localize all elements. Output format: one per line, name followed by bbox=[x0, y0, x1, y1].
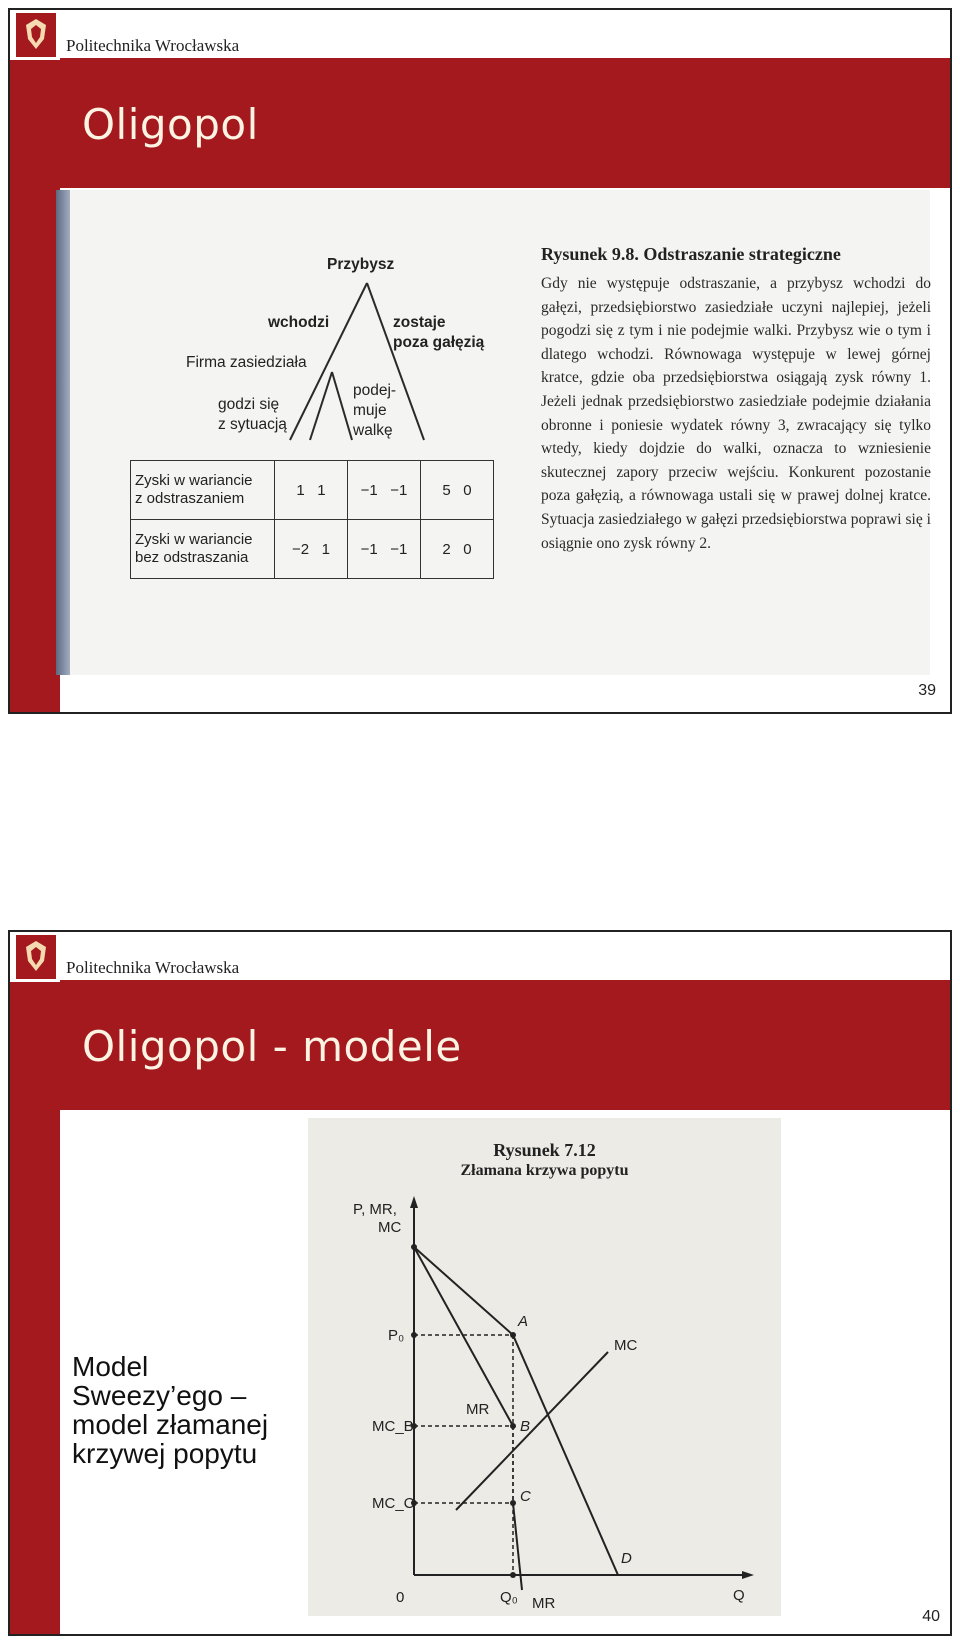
scan-binding-edge bbox=[56, 190, 70, 675]
tree-sub-right-label-3: walkę bbox=[353, 422, 393, 439]
label-q0: Q₀ bbox=[500, 1589, 518, 1606]
y-axis-label-1: P, MR, bbox=[353, 1201, 397, 1218]
tree-sub-left-label-2: z sytuacją bbox=[218, 416, 287, 433]
label-p0: P₀ bbox=[388, 1327, 405, 1344]
mc-curve bbox=[456, 1352, 608, 1510]
payoff-cell: 5 0 bbox=[421, 461, 494, 520]
table-row bbox=[131, 461, 494, 520]
slide-title: Oligopol - modele bbox=[82, 1022, 462, 1071]
tree-left-branch-label: wchodzi bbox=[268, 314, 330, 331]
label-point-c: C bbox=[520, 1488, 531, 1505]
demand-curve-lower bbox=[513, 1335, 618, 1575]
label-mcb: MC_B bbox=[372, 1418, 414, 1435]
point-a bbox=[510, 1332, 516, 1338]
university-name: Politechnika Wrocławska bbox=[66, 958, 240, 977]
payoff-cell: −1 −1 bbox=[348, 520, 421, 579]
point-c bbox=[510, 1500, 516, 1506]
label-mcc: MC_C bbox=[372, 1495, 415, 1512]
origin-label: 0 bbox=[396, 1589, 405, 1606]
body-line: Sweezy’ego – bbox=[72, 1380, 247, 1411]
point-b bbox=[510, 1423, 516, 1429]
y-axis-arrow-icon bbox=[410, 1196, 418, 1208]
x-axis-arrow-icon bbox=[742, 1571, 754, 1579]
intercept-point bbox=[411, 1244, 417, 1250]
figure-title: Rysunek 9.8. Odstraszanie strategiczne bbox=[541, 244, 841, 264]
label-point-b: B bbox=[520, 1418, 531, 1435]
row-label: Zyski w wariancie bez odstraszania bbox=[131, 520, 275, 579]
demand-curve-upper bbox=[414, 1247, 513, 1335]
body-line: krzywej popytu bbox=[72, 1438, 258, 1469]
tick-p0 bbox=[411, 1332, 417, 1338]
page-number: 40 bbox=[922, 1608, 940, 1625]
tree-right-branch-label-2: poza gałęzią bbox=[393, 334, 485, 351]
title-band bbox=[60, 980, 950, 1110]
tree-root-label: Przybysz bbox=[327, 256, 395, 273]
university-logo-icon bbox=[16, 13, 56, 57]
payoff-cell: 1 1 bbox=[275, 461, 348, 520]
y-axis-label-2: MC bbox=[378, 1219, 402, 1236]
label-mr-upper: MR bbox=[466, 1401, 490, 1418]
figure-number: Rysunek 7.12 bbox=[493, 1140, 596, 1160]
label-mc-curve: MC bbox=[614, 1337, 638, 1354]
body-line: Model bbox=[72, 1351, 149, 1382]
table-row bbox=[131, 520, 494, 579]
payoff-cell: −1 −1 bbox=[348, 461, 421, 520]
x-axis-label: Q bbox=[733, 1587, 745, 1604]
figure-title: Złamana krzywa popytu bbox=[460, 1162, 629, 1179]
body-line: model złamanej bbox=[72, 1409, 269, 1440]
university-logo-icon bbox=[16, 935, 56, 979]
page-number: 39 bbox=[918, 682, 936, 699]
slide-body-text bbox=[72, 1352, 268, 1468]
tree-right-branch-label-1: zostaje bbox=[393, 314, 446, 331]
left-accent-bar bbox=[10, 60, 60, 712]
tree-sub-right-label-1: podej- bbox=[353, 382, 397, 399]
slide-title: Oligopol bbox=[82, 100, 259, 149]
figure-caption: Gdy nie występuje odstraszanie, a przybysz wchodzi do gałęzi, przedsiębiorstwo zasiedziałe uczyni najlepiej, jeżeli pogodzi się z tym i nie podejmie walki. Przybysz wie o tym i dlatego wchodzi. Równowaga występuje w lewej górnej kratce, gdzie oba przedsiębiorstwa osiągają zysk równy 1. Jeżeli jednak przedsiębiorstwo zasiedziałe podejmie działania obronne i poniesie wydatek równy 3, zwracający się tylko wtedy, kiedy dojdzie do walki, oznacza to wzniesienie skutecznej zapory przeciw wejściu. Konkurent pozostanie poza gałęzią, a równowaga ustali się w prawej dolnej kratce. Sytuacja zasiedziałego w gałęzi przedsiębiorstwa poprawi się i osiągnie ono zysk równy 2. bbox=[541, 275, 931, 552]
label-point-a: A bbox=[518, 1313, 529, 1330]
label-point-d: D bbox=[621, 1550, 632, 1567]
mr-curve-upper bbox=[414, 1247, 513, 1426]
kinked-demand-diagram bbox=[308, 1118, 781, 1616]
university-name: Politechnika Wrocławska bbox=[66, 36, 240, 55]
title-band bbox=[60, 58, 950, 188]
payoff-cell: −2 1 bbox=[275, 520, 348, 579]
tree-node-label: Firma zasiedziała bbox=[186, 354, 307, 371]
tick-q0 bbox=[510, 1572, 516, 1578]
row-label: Zyski w wariancie z odstraszaniem bbox=[131, 461, 275, 520]
payoff-cell: 2 0 bbox=[421, 520, 494, 579]
kinked-demand-figure bbox=[308, 1118, 781, 1616]
left-accent-bar bbox=[10, 982, 60, 1634]
payoff-table bbox=[130, 460, 494, 579]
tree-sub-right-label-2: muje bbox=[353, 402, 387, 419]
tree-sub-left-label-1: godzi się bbox=[218, 396, 280, 413]
label-mr-lower: MR bbox=[532, 1595, 556, 1612]
